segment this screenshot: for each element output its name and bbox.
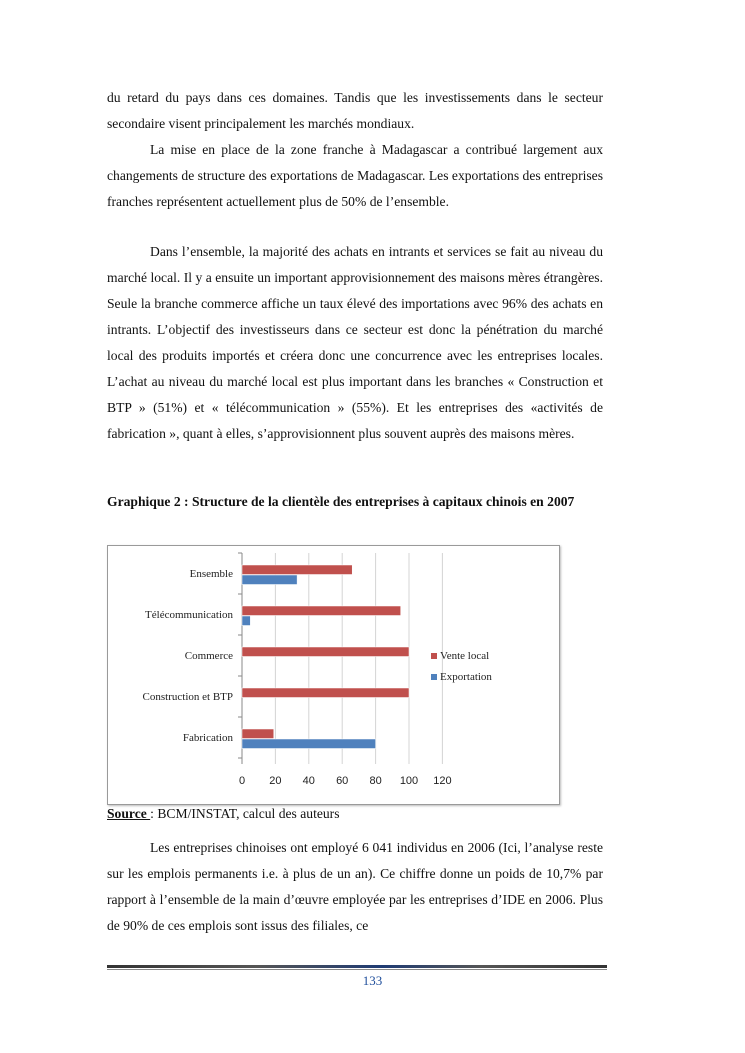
bar-vente-local xyxy=(242,565,352,575)
category-label: Fabrication xyxy=(182,732,233,744)
figure-caption: Graphique 2 : Structure de la clientèle des entreprises à capitaux chinois en 2007 xyxy=(107,494,575,509)
paragraph-3: Dans l’ensemble, la majorité des achats en intrants et services se fait au niveau du marché local. Il y a ensuite un important approvisionnement des maisons mères étrangères. Seule la branche commerce affiche un taux élevé des importations avec 96% des achats en intrants. L’objectif des investisseurs dans ce secteur est donc la pénétration du marché local des produits importés et créera donc une concurrence avec les entreprises locales. L’achat au niveau du marché local est plus important dans les branches « Construction et BTP » (51%) et « télécommunication » (55%). Et les entreprises des «activités de fabrication », quant à elles, s’approvisionnent plus souvent auprès des maisons mères. xyxy=(107,244,603,441)
category-label: Ensemble xyxy=(189,568,233,580)
bar-vente-local xyxy=(242,688,409,698)
paragraph-4: Les entreprises chinoises ont employé 6 041 individus en 2006 (Ici, l’analyse reste sur les emplois permanents i.e. à plus de un an). Ce chiffre donne un poids de 10,7% par rapport à l’ensemble de la main d’œuvre employée par les entreprises d’IDE en 2006. Plus de 90% de ces emplois sont issus des filiales, ce xyxy=(107,840,603,933)
x-tick-label: 80 xyxy=(369,775,382,787)
x-tick-label: 40 xyxy=(302,775,315,787)
category-label: Télécommunication xyxy=(145,609,233,621)
footer-rule xyxy=(107,965,607,968)
bar-chart xyxy=(107,545,560,805)
legend-swatch xyxy=(431,653,437,659)
bar-vente-local xyxy=(242,729,274,739)
x-tick-label: 60 xyxy=(336,775,349,787)
x-tick-label: 100 xyxy=(399,775,419,787)
bar-vente-local xyxy=(242,606,401,616)
paragraph-2: La mise en place de la zone franche à Madagascar a contribué largement aux changements de structure des exportations de Madagascar. Les exportations des entreprises franches représentent actuellement plus de 50% de l’ensemble. xyxy=(107,142,603,209)
category-label: Commerce xyxy=(184,650,233,662)
x-tick-label: 0 xyxy=(238,775,246,787)
source-text: : BCM/INSTAT, calcul des auteurs xyxy=(150,806,340,821)
x-tick-label: 20 xyxy=(269,775,282,787)
source-label: Source xyxy=(107,806,151,821)
legend-label: Exportation xyxy=(440,671,492,683)
page-number: 133 xyxy=(362,973,383,988)
paragraph-1: du retard du pays dans ces domaines. Tandis que les investissements dans le secteur secondaire visent principalement les marchés mondiaux. xyxy=(107,90,603,131)
category-label: Construction et BTP xyxy=(142,691,233,703)
x-tick-label: 120 xyxy=(433,775,452,787)
legend-label: Vente local xyxy=(440,650,490,662)
source-note xyxy=(107,804,340,824)
bar-exportation xyxy=(242,739,376,749)
bar-vente-local xyxy=(242,647,409,657)
chart-svg xyxy=(108,546,559,804)
bar-exportation xyxy=(242,575,297,585)
legend-swatch xyxy=(431,674,437,680)
footer-rule-thin xyxy=(107,969,607,970)
bar-exportation xyxy=(242,616,250,626)
